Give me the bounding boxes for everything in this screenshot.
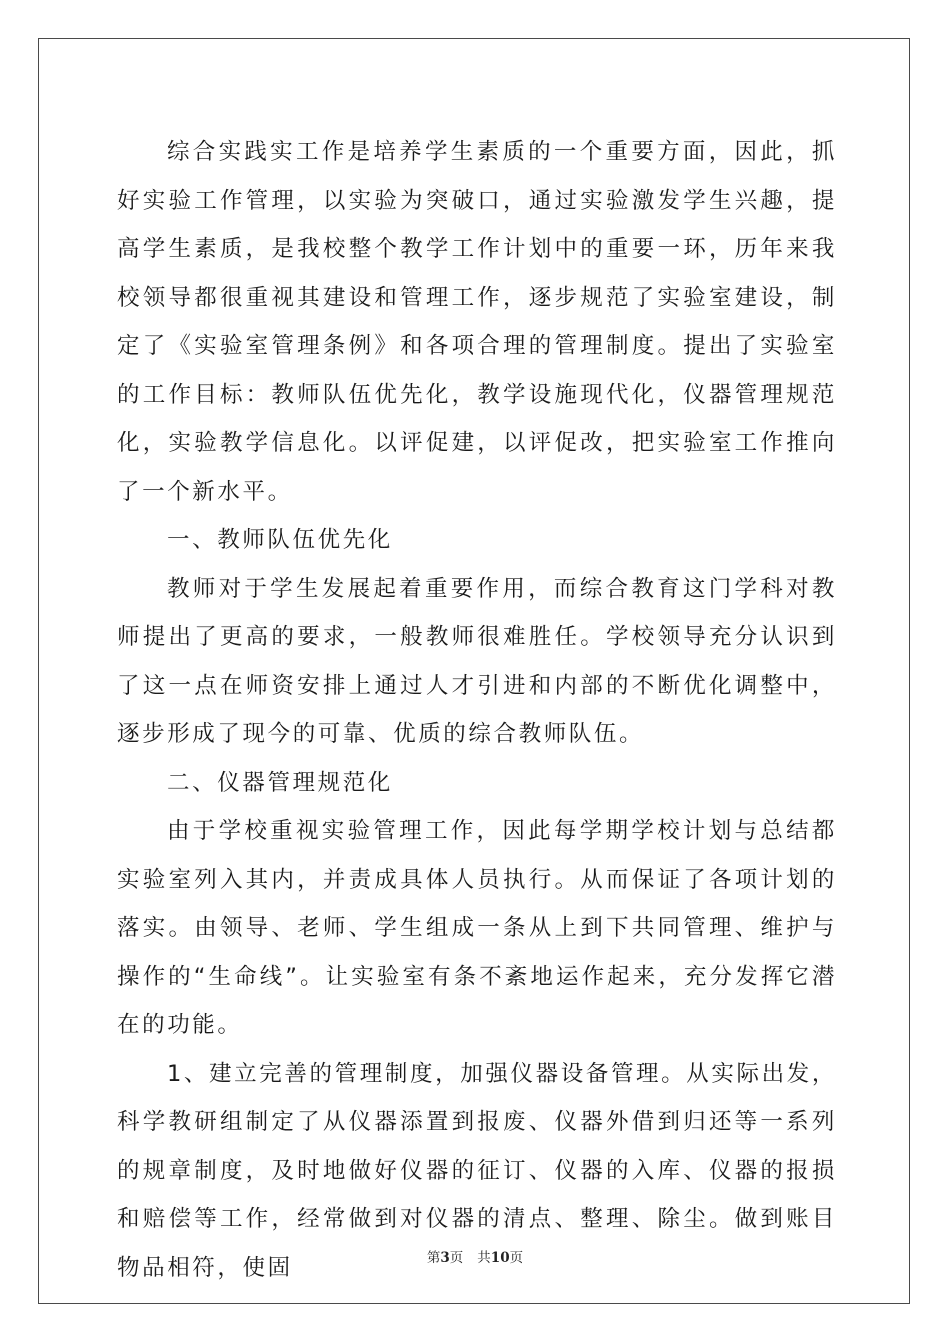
current-page-number: 3 xyxy=(440,1250,450,1266)
total-page-count: 10 xyxy=(490,1250,510,1266)
page-footer xyxy=(0,1246,950,1266)
total-label-suffix: 页 xyxy=(509,1250,524,1266)
total-label-prefix: 共 xyxy=(477,1250,491,1266)
paragraph-management-rules: 1、建立完善的管理制度，加强仪器设备管理。从实际出发，科学教研组制定了从仪器添置到报废、仪器外借到归还等一系列的规章制度，及时地做好仪器的征订、仪器的入库、仪器的报损和赔偿等工作，经常做到对仪器的清点、整理、除尘。做到账目物品相符，使固 xyxy=(117,1060,837,1281)
paragraph-intro: 综合实践实工作是培养学生素质的一个重要方面，因此，抓好实验工作管理，以实验为突破口，通过实验激发学生兴趣，提高学生素质，是我校整个教学工作计划中的重要一环，历年来我校领导都很重视其建设和管理工作，逐步规范了实验室建设，制定了《实验室管理条例》和各项合理的管理制度。提出了实验室的工作目标：教师队伍优先化，教学设施现代化，仪器管理规范化，实验教学信息化。以评促建，以评促改，把实验室工作推向了一个新水平。 xyxy=(117,139,837,505)
page-label-prefix: 第 xyxy=(426,1250,441,1266)
paragraph-instruments: 由于学校重视实验管理工作，因此每学期学校计划与总结都实验室列入其内，并责成具体人员执行。从而保证了各项计划的落实。由领导、老师、学生组成一条从上到下共同管理、维护与操作的“生命线”。让实验室有条不紊地运作起来，充分发挥它潜在的功能。 xyxy=(117,818,837,1038)
section-heading-teachers: 一、教师队伍优先化 xyxy=(167,527,393,553)
document-body xyxy=(117,128,837,1292)
paragraph-teachers: 教师对于学生发展起着重要作用，而综合教育这门学科对教师提出了更高的要求，一般教师很难胜任。学校领导充分认识到了这一点在师资安排上通过人才引进和内部的不断优化调整中，逐步形成了现今的可靠、优质的综合教师队伍。 xyxy=(117,575,837,747)
section-heading-instruments: 二、仪器管理规范化 xyxy=(167,769,393,796)
page-label-suffix: 页 xyxy=(449,1250,464,1266)
